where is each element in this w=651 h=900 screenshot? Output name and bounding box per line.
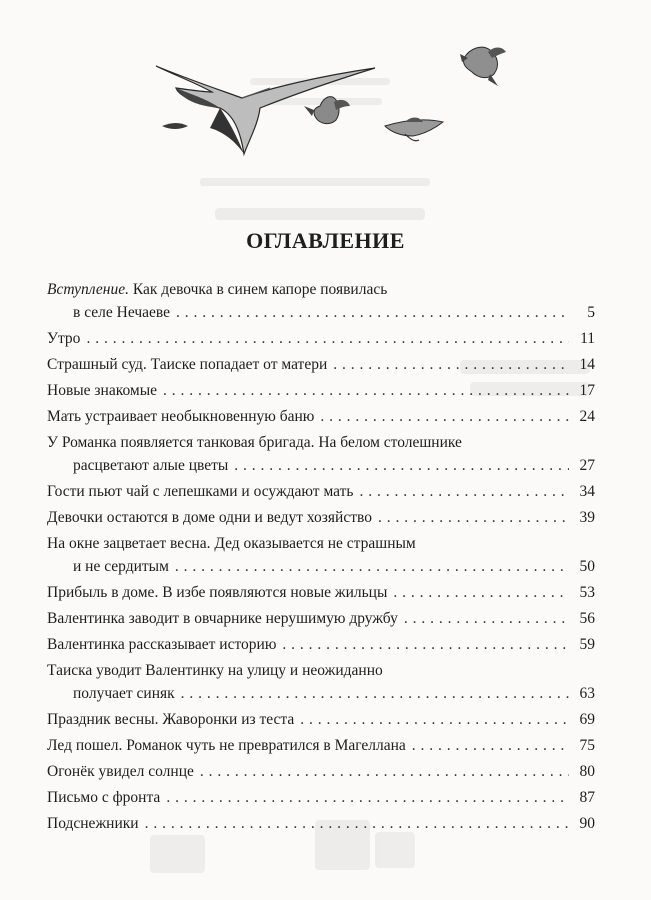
toc-entry-title: получает синяк bbox=[73, 685, 175, 702]
toc-entry-title: Утро bbox=[47, 330, 81, 347]
dot-leader bbox=[163, 379, 569, 402]
dot-leader bbox=[86, 327, 569, 350]
toc-entry-line bbox=[47, 379, 595, 402]
toc-page-number: 80 bbox=[579, 763, 595, 780]
toc-entry-title: Письмо с фронта bbox=[47, 789, 161, 806]
toc-page-number: 34 bbox=[579, 483, 595, 500]
toc-entry-title: Валентинка рассказывает историю bbox=[47, 636, 277, 653]
dot-leader bbox=[378, 506, 569, 529]
toc-entry-title: Гости пьют чай с лепешками и осуждают мать bbox=[47, 483, 354, 500]
toc-entry-title-italic: Вступление. bbox=[47, 281, 130, 298]
table-of-contents bbox=[47, 278, 595, 838]
toc-entry bbox=[47, 353, 595, 376]
toc-entry-line bbox=[47, 278, 595, 301]
toc-entry-line bbox=[47, 506, 595, 529]
toc-entry-line bbox=[47, 581, 595, 604]
dot-leader bbox=[359, 480, 569, 503]
toc-entry bbox=[47, 379, 595, 402]
toc-entry bbox=[47, 812, 595, 835]
dot-leader bbox=[166, 786, 569, 809]
toc-page-number: 17 bbox=[579, 382, 595, 399]
toc-entry-title: Лед пошел. Романок чуть не превратился в Магеллана bbox=[47, 737, 406, 754]
toc-page-number: 90 bbox=[579, 815, 595, 832]
toc-entry-title: Огонёк увидел солнце bbox=[47, 763, 194, 780]
toc-entry bbox=[47, 405, 595, 428]
dot-leader bbox=[282, 633, 569, 656]
birds-illustration bbox=[150, 38, 530, 178]
small-bird-icon bbox=[385, 118, 443, 141]
page-title: ОГЛАВЛЕНИЕ bbox=[246, 228, 405, 253]
toc-entry-title: и не сердитым bbox=[73, 558, 169, 575]
toc-entry-title: Подснежники bbox=[47, 815, 139, 832]
toc-entry-line bbox=[47, 454, 595, 477]
dot-leader bbox=[175, 555, 569, 578]
large-bird-icon bbox=[156, 66, 375, 154]
toc-entry bbox=[47, 431, 595, 477]
toc-entry-line bbox=[47, 327, 595, 350]
toc-page-number: 59 bbox=[579, 636, 595, 653]
toc-entry bbox=[47, 760, 595, 783]
toc-page-number: 39 bbox=[579, 509, 595, 526]
toc-entry bbox=[47, 734, 595, 757]
toc-entry bbox=[47, 708, 595, 731]
small-bird-icon bbox=[304, 97, 350, 124]
toc-entry bbox=[47, 278, 595, 324]
toc-entry bbox=[47, 532, 595, 578]
dot-leader bbox=[393, 581, 569, 604]
dot-leader bbox=[176, 301, 569, 324]
toc-entry bbox=[47, 607, 595, 630]
toc-entry-title: Валентинка заводит в овчарнике нерушимую дружбу bbox=[47, 610, 398, 627]
toc-entry-line bbox=[47, 633, 595, 656]
dot-leader bbox=[404, 607, 569, 630]
toc-entry-line bbox=[47, 682, 595, 705]
toc-entry-line bbox=[47, 353, 595, 376]
toc-entry-title: У Романка появляется танковая бригада. На белом столешнике bbox=[47, 434, 462, 451]
toc-page-number: 27 bbox=[579, 457, 595, 474]
toc-entry-title: Страшный суд. Таиске попадает от матери bbox=[47, 356, 328, 373]
toc-entry-line bbox=[47, 659, 595, 682]
toc-page-number: 14 bbox=[579, 356, 595, 373]
toc-page-number: 11 bbox=[580, 330, 595, 347]
toc-entry-line bbox=[47, 786, 595, 809]
toc-page-number: 56 bbox=[579, 610, 595, 627]
dot-leader bbox=[320, 405, 569, 428]
toc-entry-line bbox=[47, 301, 595, 324]
toc-entry bbox=[47, 659, 595, 705]
toc-page-number: 53 bbox=[579, 584, 595, 601]
toc-page-number: 87 bbox=[579, 789, 595, 806]
toc-entry-line bbox=[47, 555, 595, 578]
toc-entry bbox=[47, 581, 595, 604]
toc-entry-line bbox=[47, 607, 595, 630]
toc-page-number: 75 bbox=[579, 737, 595, 754]
toc-entry-line bbox=[47, 431, 595, 454]
dot-leader bbox=[333, 353, 569, 376]
toc-entry bbox=[47, 633, 595, 656]
toc-page-number: 24 bbox=[579, 408, 595, 425]
toc-entry-line bbox=[47, 760, 595, 783]
toc-page-number: 5 bbox=[587, 304, 595, 321]
toc-entry-title: Новые знакомые bbox=[47, 382, 158, 399]
toc-entry-title: Мать устраивает необыкновенную баню bbox=[47, 408, 315, 425]
dot-leader bbox=[181, 682, 569, 705]
toc-entry bbox=[47, 786, 595, 809]
toc-entry-title: Девочки остаются в доме одни и ведут хозяйство bbox=[47, 509, 372, 526]
toc-page-number: 50 bbox=[579, 558, 595, 575]
small-bird-icon bbox=[460, 47, 506, 86]
toc-page-number: 69 bbox=[579, 711, 595, 728]
toc-entry-line bbox=[47, 405, 595, 428]
toc-entry-title: На окне зацветает весна. Дед оказывается не страшным bbox=[47, 535, 416, 552]
toc-entry bbox=[47, 480, 595, 503]
toc-entry-line bbox=[47, 708, 595, 731]
toc-entry-line bbox=[47, 532, 595, 555]
toc-entry-title: Прибыль в доме. В избе появляются новые жильцы bbox=[47, 584, 388, 601]
toc-entry-title: Праздник весны. Жаворонки из теста bbox=[47, 711, 295, 728]
toc-entry-line bbox=[47, 734, 595, 757]
dot-leader bbox=[145, 812, 569, 835]
dot-leader bbox=[234, 454, 569, 477]
dot-leader bbox=[412, 734, 569, 757]
toc-entry-line bbox=[47, 480, 595, 503]
dot-leader bbox=[200, 760, 569, 783]
toc-page-number: 63 bbox=[579, 685, 595, 702]
toc-entry-title: расцветают алые цветы bbox=[73, 457, 229, 474]
toc-entry-title: Таиска уводит Валентинку на улицу и неожиданно bbox=[47, 662, 383, 679]
toc-entry-title: Вступление. Как девочка в синем капоре появилась bbox=[47, 281, 388, 298]
toc-entry-line bbox=[47, 812, 595, 835]
toc-entry bbox=[47, 506, 595, 529]
toc-entry bbox=[47, 327, 595, 350]
toc-entry-title: в селе Нечаеве bbox=[73, 304, 170, 321]
dot-leader bbox=[300, 708, 569, 731]
